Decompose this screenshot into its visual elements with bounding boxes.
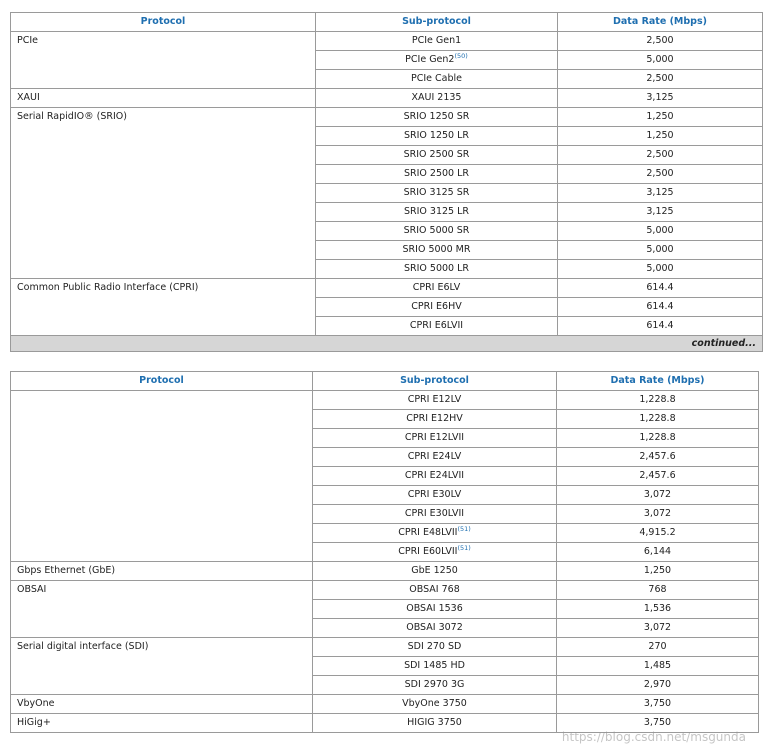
sub-protocol-label: CPRI E24LV	[407, 451, 462, 462]
data-rate-cell: 1,228.8	[557, 410, 759, 429]
sub-protocol-cell	[313, 410, 557, 429]
data-rate-cell: 2,500	[558, 146, 763, 165]
sub-protocol-cell	[316, 127, 558, 146]
table-row	[11, 391, 759, 410]
sub-protocol-cell	[313, 619, 557, 638]
sub-protocol-cell	[316, 146, 558, 165]
protocol-cell: OBSAI	[11, 581, 313, 638]
sub-protocol-label: PCIe Cable	[411, 73, 462, 84]
sub-protocol-cell	[316, 260, 558, 279]
sub-protocol-cell	[316, 222, 558, 241]
sub-protocol-cell	[313, 657, 557, 676]
sub-protocol-label: CPRI E30LV	[407, 489, 462, 500]
sub-protocol-header: Sub-protocol	[316, 13, 558, 32]
data-rate-cell: 5,000	[558, 222, 763, 241]
sub-protocol-cell	[316, 32, 558, 51]
sub-protocol-label: PCIe Gen2	[405, 54, 455, 65]
sub-protocol-label: SRIO 1250 SR	[403, 111, 470, 122]
sub-protocol-cell	[313, 676, 557, 695]
sub-protocol-label: XAUI 2135	[411, 92, 462, 103]
sub-protocol-label: CPRI E24LVII	[404, 470, 465, 481]
sub-protocol-label: SRIO 1250 LR	[403, 130, 470, 141]
sub-protocol-cell	[313, 524, 557, 543]
data-rate-cell: 2,500	[558, 32, 763, 51]
sub-protocol-label: SRIO 5000 LR	[403, 263, 470, 274]
sub-protocol-cell	[313, 600, 557, 619]
sub-protocol-cell	[313, 695, 557, 714]
table-row	[11, 279, 763, 298]
sub-protocol-cell	[313, 448, 557, 467]
sub-protocol-cell	[313, 714, 557, 733]
data-rate-cell: 5,000	[558, 241, 763, 260]
sub-protocol-cell	[316, 298, 558, 317]
sub-protocol-label: CPRI E6HV	[411, 301, 462, 312]
data-rate-cell: 6,144	[557, 543, 759, 562]
sub-protocol-label: CPRI E6LV	[412, 282, 461, 293]
data-rate-cell: 1,536	[557, 600, 759, 619]
sub-protocol-cell	[316, 317, 558, 336]
watermark: https://blog.csdn.net/msgunda	[561, 730, 746, 744]
sub-protocol-cell	[316, 165, 558, 184]
data-rate-cell: 3,750	[557, 695, 759, 714]
table-row	[11, 638, 759, 657]
protocol-cell: VbyOne	[11, 695, 313, 714]
table-row	[11, 32, 763, 51]
data-rate-cell: 2,457.6	[557, 467, 759, 486]
sub-protocol-cell	[313, 429, 557, 448]
sub-protocol-label: GbE 1250	[411, 565, 458, 576]
data-rate-cell: 768	[557, 581, 759, 600]
sub-protocol-cell	[316, 279, 558, 298]
data-rate-cell: 3,125	[558, 89, 763, 108]
table-row	[11, 89, 763, 108]
footnote-ref[interactable]: (50)	[454, 51, 468, 60]
sub-protocol-label: HIGIG 3750	[407, 717, 462, 728]
data-rate-cell: 1,250	[557, 562, 759, 581]
data-rate-cell: 3,072	[557, 505, 759, 524]
sub-protocol-label: SDI 1485 HD	[404, 660, 465, 671]
protocol-cell	[11, 391, 313, 562]
sub-protocol-label: SRIO 3125 SR	[403, 187, 470, 198]
data-rate-cell: 3,072	[557, 619, 759, 638]
sub-protocol-label: SDI 2970 3G	[404, 679, 465, 690]
sub-protocol-label: CPRI E60LVII	[398, 546, 458, 557]
protocol-cell: Serial RapidIO® (SRIO)	[11, 108, 316, 279]
sub-protocol-cell	[313, 391, 557, 410]
protocol-table-part-2	[10, 371, 759, 733]
sub-protocol-cell	[313, 486, 557, 505]
data-rate-cell: 614.4	[558, 279, 763, 298]
sub-protocol-label: SDI 270 SD	[407, 641, 462, 652]
table-row	[11, 108, 763, 127]
sub-protocol-label: OBSAI 3072	[406, 622, 463, 633]
data-rate-cell: 5,000	[558, 260, 763, 279]
sub-protocol-label: VbyOne 3750	[402, 698, 467, 709]
sub-protocol-cell	[316, 51, 558, 70]
sub-protocol-label: CPRI E12LVII	[404, 432, 465, 443]
sub-protocol-cell	[316, 203, 558, 222]
protocol-header: Protocol	[11, 13, 316, 32]
sub-protocol-label: CPRI E48LVII	[398, 527, 458, 538]
sub-protocol-cell	[316, 108, 558, 127]
sub-protocol-label: SRIO 5000 SR	[403, 225, 470, 236]
data-rate-cell: 1,485	[557, 657, 759, 676]
sub-protocol-cell	[313, 638, 557, 657]
table-row	[11, 581, 759, 600]
sub-protocol-cell	[313, 581, 557, 600]
sub-protocol-label: SRIO 2500 SR	[403, 149, 470, 160]
sub-protocol-cell	[313, 562, 557, 581]
data-rate-cell: 2,500	[558, 165, 763, 184]
data-rate-cell: 1,250	[558, 108, 763, 127]
sub-protocol-label: SRIO 3125 LR	[403, 206, 470, 217]
data-rate-cell: 614.4	[558, 298, 763, 317]
data-rate-cell: 1,250	[558, 127, 763, 146]
sub-protocol-cell	[316, 184, 558, 203]
data-rate-cell: 1,228.8	[557, 391, 759, 410]
protocol-cell: HiGig+	[11, 714, 313, 733]
data-rate-header: Data Rate (Mbps)	[558, 13, 763, 32]
sub-protocol-cell	[313, 505, 557, 524]
protocol-cell: Serial digital interface (SDI)	[11, 638, 313, 695]
data-rate-cell: 4,915.2	[557, 524, 759, 543]
table-row	[11, 695, 759, 714]
sub-protocol-label: CPRI E12LV	[407, 394, 462, 405]
protocol-cell: Common Public Radio Interface (CPRI)	[11, 279, 316, 336]
protocol-table-part-1	[10, 12, 763, 352]
sub-protocol-cell	[313, 543, 557, 562]
data-rate-cell: 2,500	[558, 70, 763, 89]
data-rate-header: Data Rate (Mbps)	[557, 372, 759, 391]
continued-label: continued...	[11, 336, 763, 352]
data-rate-cell: 3,750	[557, 714, 759, 733]
data-rate-cell: 2,457.6	[557, 448, 759, 467]
sub-protocol-label: OBSAI 768	[409, 584, 460, 595]
protocol-cell: XAUI	[11, 89, 316, 108]
footnote-ref[interactable]: (51)	[457, 524, 471, 533]
data-rate-cell: 2,970	[557, 676, 759, 695]
sub-protocol-label: CPRI E6LVII	[409, 320, 464, 331]
table-body	[11, 32, 763, 336]
sub-protocol-label: CPRI E30LVII	[404, 508, 465, 519]
sub-protocol-cell	[316, 241, 558, 260]
data-rate-cell: 3,125	[558, 184, 763, 203]
data-rate-cell: 5,000	[558, 51, 763, 70]
table-row	[11, 562, 759, 581]
data-rate-cell: 3,072	[557, 486, 759, 505]
sub-protocol-label: OBSAI 1536	[406, 603, 463, 614]
sub-protocol-label: SRIO 5000 MR	[402, 244, 471, 255]
footnote-ref[interactable]: (51)	[457, 543, 471, 552]
protocol-header: Protocol	[11, 372, 313, 391]
protocol-cell: PCIe	[11, 32, 316, 89]
sub-protocol-header: Sub-protocol	[313, 372, 557, 391]
sub-protocol-cell	[316, 70, 558, 89]
data-rate-cell: 270	[557, 638, 759, 657]
data-rate-cell: 3,125	[558, 203, 763, 222]
sub-protocol-cell	[316, 89, 558, 108]
sub-protocol-cell	[313, 467, 557, 486]
data-rate-cell: 1,228.8	[557, 429, 759, 448]
data-rate-cell: 614.4	[558, 317, 763, 336]
table-body	[11, 391, 759, 733]
sub-protocol-label: PCIe Gen1	[411, 35, 462, 46]
sub-protocol-label: SRIO 2500 LR	[403, 168, 470, 179]
sub-protocol-label: CPRI E12HV	[406, 413, 463, 424]
protocol-cell: Gbps Ethernet (GbE)	[11, 562, 313, 581]
